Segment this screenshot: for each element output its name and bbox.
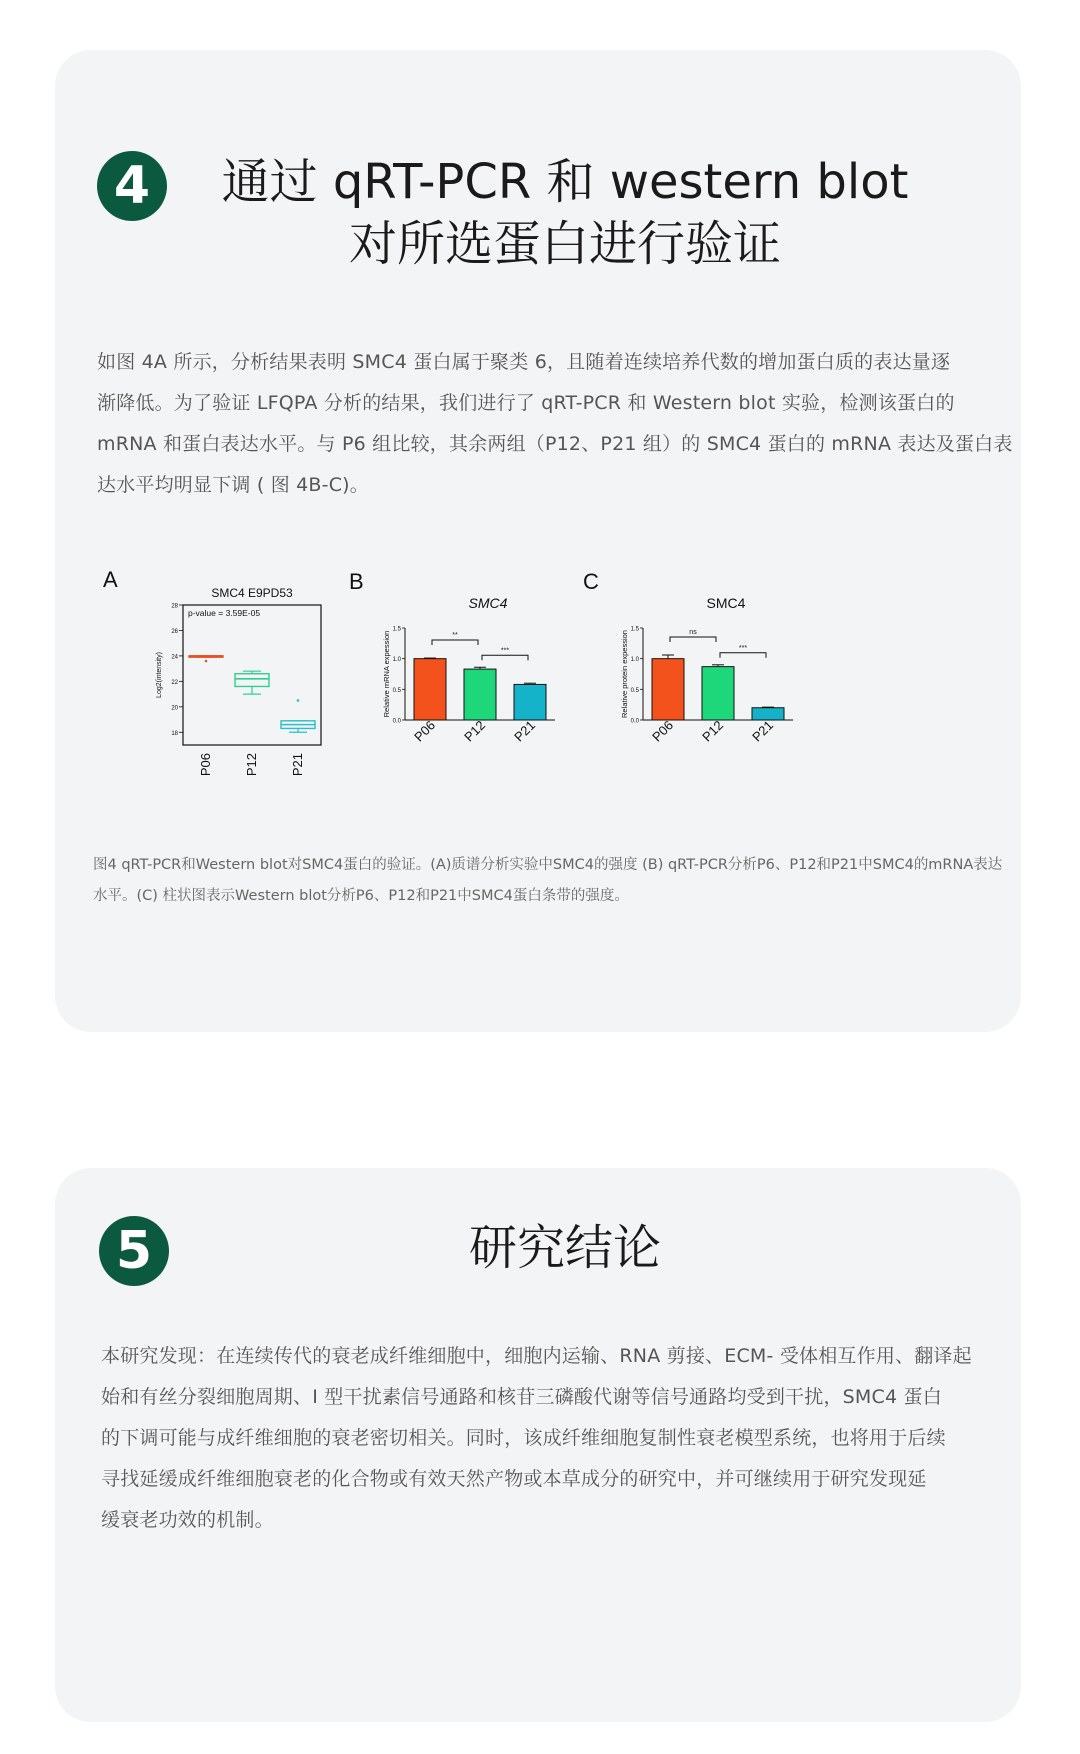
x-tick-label: P12 — [461, 717, 489, 745]
figure-panel-label-b: B — [349, 569, 364, 594]
significance-label: ** — [452, 632, 458, 640]
y-axis-label: Log2(intensity) — [156, 652, 163, 698]
y-tick-label: 18 — [171, 730, 178, 737]
caption-line: 水平。(C) 柱状图表示Western blot分析P6、P12和P21中SMC4蛋白条带的强度。 — [93, 888, 629, 904]
y-tick-label: 22 — [171, 679, 178, 686]
section-number-badge: 4 — [97, 151, 167, 221]
x-tick-label: P12 — [699, 717, 727, 745]
chart-title: SMC4 — [468, 595, 508, 611]
bar-p21 — [752, 708, 784, 720]
figure-panel-label-a: A — [103, 567, 118, 592]
x-tick-label: P06 — [649, 717, 677, 745]
paragraph-line: 的下调可能与成纤维细胞的衰老密切相关。同时，该成纤维细胞复制性衰老模型系统，也将用于后续 — [101, 1427, 946, 1449]
section-title-line2: 对所选蛋白进行验证 — [348, 216, 781, 272]
p-value-annotation: p-value = 3.59E-05 — [188, 608, 261, 618]
paragraph-line: 本研究发现：在连续传代的衰老成纤维细胞中，细胞内运输、RNA 剪接、ECM- 受体相互作用、翻译起 — [101, 1345, 972, 1367]
significance-bracket — [670, 637, 716, 642]
y-tick-label: 0.5 — [630, 687, 639, 694]
y-tick-label: 0.5 — [392, 687, 401, 694]
x-tick-label: P06 — [411, 717, 439, 745]
bar-p12 — [702, 667, 734, 720]
box-p12 — [235, 674, 269, 687]
paragraph-line: 如图 4A 所示，分析结果表明 SMC4 蛋白属于聚类 6，且随着连续培养代数的增加蛋白质的表达量逐 — [97, 351, 951, 373]
x-tick-label: P21 — [749, 717, 777, 745]
figure-panel-label-c: C — [583, 569, 599, 594]
significance-bracket — [482, 655, 528, 660]
section-5-card — [55, 1168, 1021, 1722]
chart-title: SMC4 E9PD53 — [211, 586, 293, 600]
y-axis-label: Relative mRNA expession — [382, 630, 391, 718]
section-title: 研究结论 — [468, 1220, 661, 1276]
y-tick-label: 0.0 — [392, 718, 401, 725]
significance-label: *** — [738, 644, 748, 652]
chart-title: SMC4 — [706, 595, 746, 611]
significance-label: *** — [500, 647, 510, 655]
paragraph-line: 渐降低。为了验证 LFQPA 分析的结果，我们进行了 qRT-PCR 和 Western blot 实验，检测该蛋白的 — [97, 392, 955, 414]
x-tick-label: P21 — [511, 717, 539, 745]
x-tick-label: P12 — [244, 753, 259, 777]
y-tick-label: 24 — [171, 654, 178, 661]
y-tick-label: 1.5 — [630, 626, 639, 633]
y-tick-label: 1.0 — [392, 657, 401, 664]
y-tick-label: 1.0 — [630, 657, 639, 664]
x-tick-label: P21 — [290, 753, 305, 777]
bar-p06 — [414, 659, 446, 720]
x-tick-label: P06 — [198, 753, 213, 777]
chart-a-boxplot — [125, 585, 335, 825]
paragraph-line: mRNA 和蛋白表达水平。与 P6 组比较，其余两组（P12、P21 组）的 SMC4 蛋白的 mRNA 表达及蛋白表 — [97, 433, 1013, 455]
paragraph-line: 始和有丝分裂细胞周期、I 型干扰素信号通路和核苷三磷酸代谢等信号通路均受到干扰，SMC4 蛋白 — [101, 1386, 942, 1408]
significance-bracket — [432, 640, 478, 645]
y-axis-label: Relative protein expession — [620, 630, 629, 718]
box-outlier — [297, 699, 300, 702]
chart-c-bar-protein — [603, 590, 833, 815]
significance-label: ns — [689, 628, 697, 636]
chart-b-bar-mrna — [365, 590, 595, 815]
bar-p06 — [652, 659, 684, 720]
paragraph-line: 达水平均明显下调 ( 图 4B-C)。 — [97, 474, 369, 496]
section-number-badge: 5 — [99, 1216, 169, 1286]
bar-p12 — [464, 669, 496, 720]
section-4-card — [55, 50, 1021, 1032]
paragraph-line: 寻找延缓成纤维细胞衰老的化合物或有效天然产物或本草成分的研究中，并可继续用于研究发现延 — [101, 1468, 927, 1490]
significance-bracket — [720, 653, 766, 658]
y-tick-label: 0.0 — [630, 718, 639, 725]
section-title-line1: 通过 qRT-PCR 和 western blot — [221, 154, 909, 210]
y-tick-label: 20 — [171, 705, 178, 712]
box-outlier — [205, 660, 208, 663]
y-tick-label: 1.5 — [392, 626, 401, 633]
paragraph-line: 缓衰老功效的机制。 — [101, 1509, 274, 1531]
y-tick-label: 26 — [171, 628, 178, 635]
y-tick-label: 28 — [171, 603, 178, 610]
bar-p21 — [514, 684, 546, 720]
caption-line: 图4 qRT-PCR和Western blot对SMC4蛋白的验证。(A)质谱分析实验中SMC4的强度 (B) qRT-PCR分析P6、P12和P21中SMC4的mRNA表达 — [93, 857, 1003, 873]
